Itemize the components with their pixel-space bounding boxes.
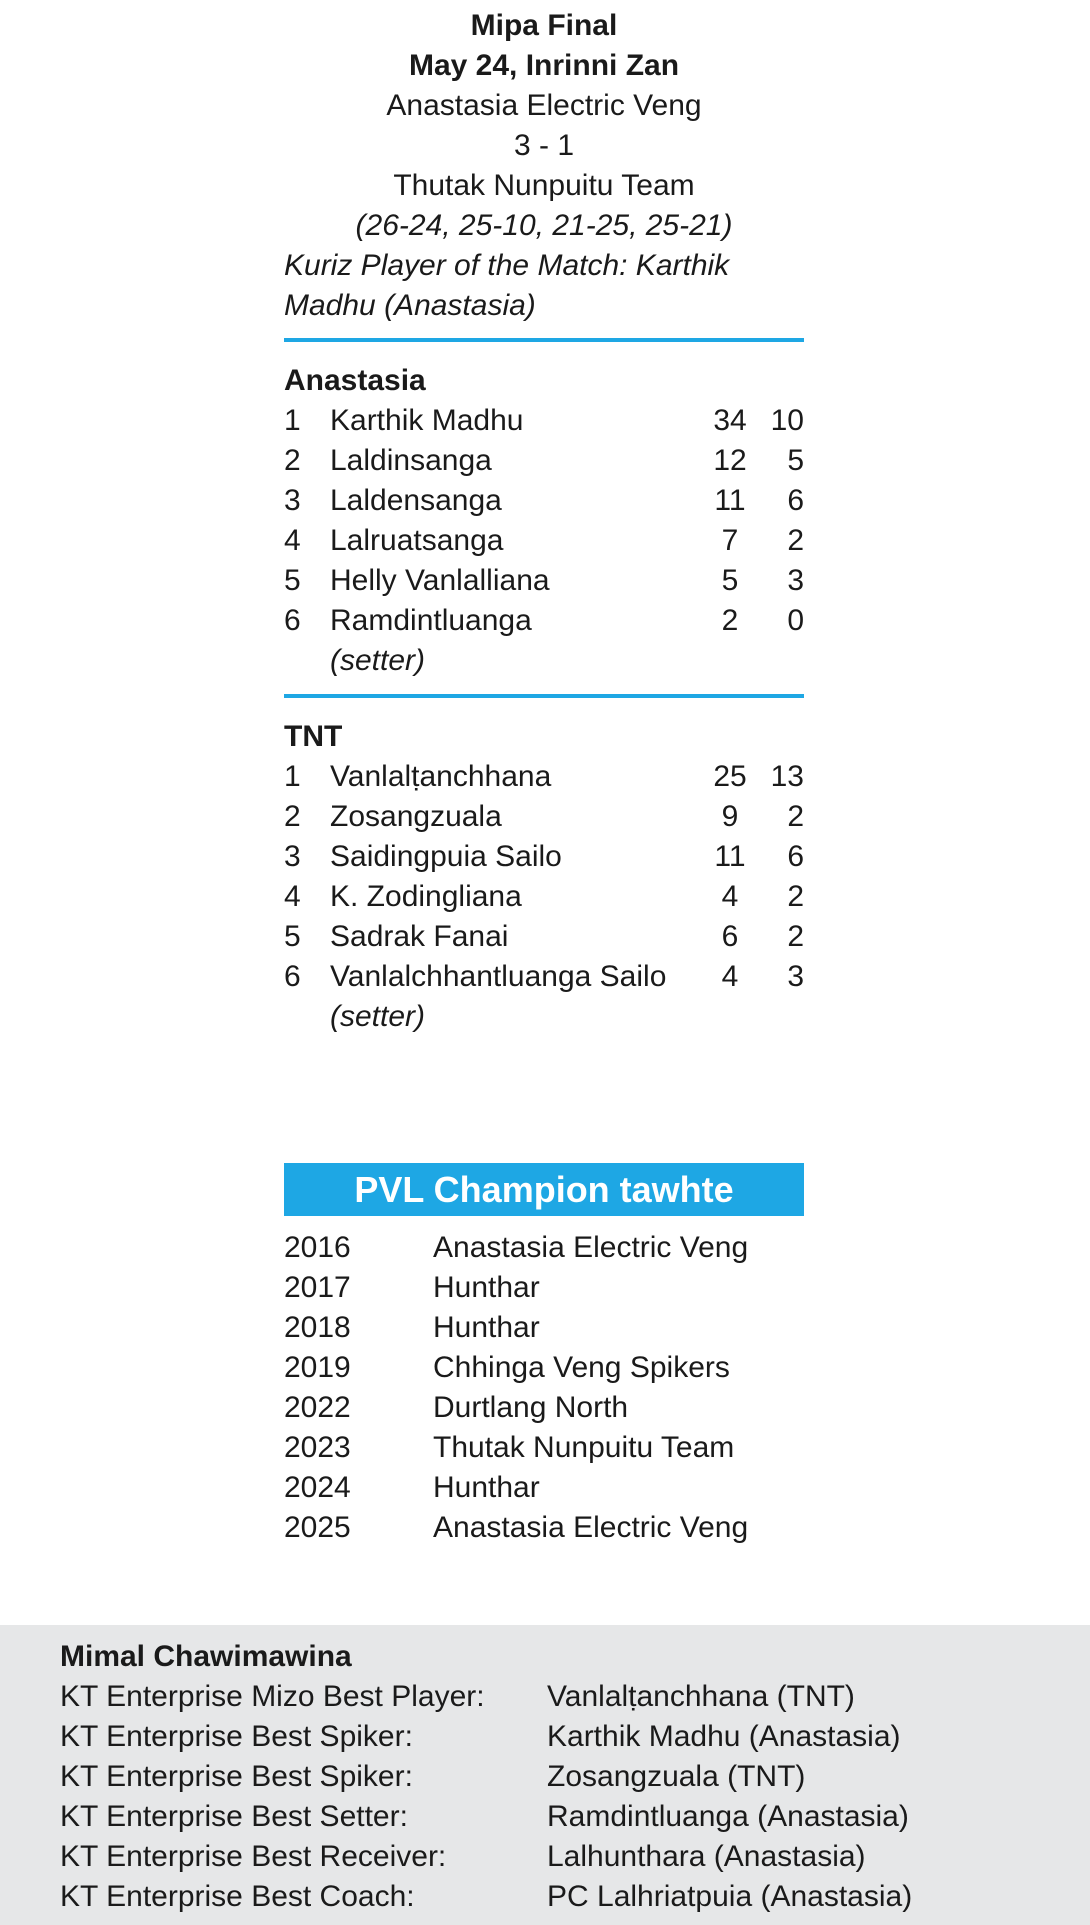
award-row <box>60 1757 1090 1797</box>
player-stat-1: 12 <box>713 444 747 477</box>
player-row <box>284 481 804 521</box>
player-stat-1: 4 <box>721 880 739 913</box>
champion-row <box>284 1348 844 1388</box>
match-score: 3 - 1 <box>513 129 575 162</box>
award-winner: Vanlalṭanchhana (TNT) <box>547 1680 855 1713</box>
player-row <box>284 917 804 957</box>
champion-team: Hunthar <box>433 1471 540 1504</box>
team-box-score <box>284 361 804 681</box>
player-stat-2: 2 <box>787 524 804 557</box>
player-number: 3 <box>284 484 301 517</box>
awards-panel <box>0 1625 1090 1925</box>
player-row <box>284 561 804 601</box>
player-stat-2: 6 <box>787 484 804 517</box>
player-of-match-line2: Madhu (Anastasia) <box>284 289 536 322</box>
player-stat-2: 2 <box>787 800 804 833</box>
player-number: 2 <box>284 444 301 477</box>
player-number: 1 <box>284 760 301 793</box>
champion-team: Chhinga Veng Spikers <box>433 1351 730 1384</box>
player-stat-2: 10 <box>770 404 804 437</box>
award-winner: Karthik Madhu (Anastasia) <box>547 1720 901 1753</box>
player-name: Helly Vanlalliana <box>330 564 550 597</box>
award-name: KT Enterprise Mizo Best Player: <box>60 1680 485 1713</box>
team-name: Anastasia <box>284 364 426 397</box>
champion-year: 2024 <box>284 1471 351 1504</box>
divider <box>284 694 804 698</box>
home-team: Anastasia Electric Veng <box>386 89 702 122</box>
champion-year: 2019 <box>284 1351 351 1384</box>
champion-row <box>284 1508 844 1548</box>
champion-year: 2018 <box>284 1311 351 1344</box>
player-number: 5 <box>284 564 301 597</box>
player-name: Ramdintluanga <box>330 604 532 637</box>
player-stat-1: 11 <box>714 484 746 517</box>
player-stat-2: 2 <box>787 920 804 953</box>
champion-row <box>284 1428 844 1468</box>
champions-list <box>284 1228 844 1548</box>
player-row <box>284 877 804 917</box>
award-row <box>60 1677 1090 1717</box>
match-summary <box>284 6 804 326</box>
player-stat-2: 13 <box>770 760 804 793</box>
player-row <box>284 601 804 641</box>
player-stat-1: 11 <box>714 840 746 873</box>
champion-row <box>284 1468 844 1508</box>
player-stat-2: 0 <box>787 604 804 637</box>
champion-team: Anastasia Electric Veng <box>433 1231 749 1264</box>
match-title: Mipa Final <box>470 9 618 42</box>
set-scores: (26-24, 25-10, 21-25, 25-21) <box>355 209 733 242</box>
player-stat-1: 34 <box>713 404 747 437</box>
champion-row <box>284 1268 844 1308</box>
player-number: 6 <box>284 604 301 637</box>
champion-row <box>284 1388 844 1428</box>
match-date: May 24, Inrinni Zan <box>408 49 680 82</box>
award-row <box>60 1717 1090 1757</box>
player-stat-1: 9 <box>721 800 739 833</box>
player-stat-1: 2 <box>721 604 739 637</box>
player-row <box>284 757 804 797</box>
award-name: KT Enterprise Best Spiker: <box>60 1760 413 1793</box>
player-name: Zosangzuala <box>330 800 502 833</box>
player-row <box>284 401 804 441</box>
champion-year: 2025 <box>284 1511 351 1544</box>
player-stat-2: 3 <box>787 960 804 993</box>
player-stat-1: 5 <box>721 564 739 597</box>
champions-title: PVL Champion tawhte <box>284 1163 804 1216</box>
player-stat-2: 5 <box>787 444 804 477</box>
player-row <box>284 521 804 561</box>
champion-year: 2022 <box>284 1391 351 1424</box>
player-number: 3 <box>284 840 301 873</box>
player-row <box>284 441 804 481</box>
away-team: Thutak Nunpuitu Team <box>393 169 695 202</box>
award-winner: Ramdintluanga (Anastasia) <box>547 1800 909 1833</box>
player-of-match-line1: Kuriz Player of the Match: Karthik <box>284 249 730 282</box>
player-name: Vanlalchhantluanga Sailo <box>330 960 667 993</box>
player-name: Vanlalṭanchhana <box>330 760 552 793</box>
player-number: 2 <box>284 800 301 833</box>
champion-team: Hunthar <box>433 1311 540 1344</box>
champion-team: Durtlang North <box>433 1391 629 1424</box>
player-stat-1: 7 <box>721 524 739 557</box>
player-stat-1: 4 <box>721 960 739 993</box>
divider <box>284 338 804 342</box>
champion-team: Hunthar <box>433 1271 540 1304</box>
award-name: KT Enterprise Best Coach: <box>60 1880 415 1913</box>
player-row <box>284 837 804 877</box>
player-name: Sadrak Fanai <box>330 920 509 953</box>
player-stat-1: 6 <box>721 920 739 953</box>
awards-title: Mimal Chawimawina <box>60 1640 352 1673</box>
player-row <box>284 797 804 837</box>
player-number: 6 <box>284 960 301 993</box>
player-name: Saidingpuia Sailo <box>330 840 562 873</box>
award-name: KT Enterprise Best Setter: <box>60 1800 408 1833</box>
player-name: K. Zodingliana <box>330 880 522 913</box>
champion-team: Thutak Nunpuitu Team <box>433 1431 735 1464</box>
player-number: 4 <box>284 524 301 557</box>
award-row <box>60 1877 1090 1917</box>
player-name: Lalruatsanga <box>330 524 504 557</box>
player-stat-1: 25 <box>713 760 747 793</box>
award-winner: PC Lalhriatpuia (Anastasia) <box>547 1880 913 1913</box>
champion-row <box>284 1228 844 1268</box>
award-row <box>60 1837 1090 1877</box>
player-name: Laldensanga <box>330 484 502 517</box>
champion-year: 2023 <box>284 1431 351 1464</box>
setter-note: (setter) <box>330 644 426 677</box>
player-number: 4 <box>284 880 301 913</box>
champion-year: 2017 <box>284 1271 351 1304</box>
award-name: KT Enterprise Best Receiver: <box>60 1840 447 1873</box>
player-number: 5 <box>284 920 301 953</box>
team-box-score <box>284 717 804 1037</box>
setter-note: (setter) <box>330 1000 426 1033</box>
award-row <box>60 1797 1090 1837</box>
player-row <box>284 957 804 997</box>
champion-row <box>284 1308 844 1348</box>
player-stat-2: 3 <box>787 564 804 597</box>
player-name: Karthik Madhu <box>330 404 524 437</box>
award-name: KT Enterprise Best Spiker: <box>60 1720 413 1753</box>
champion-team: Anastasia Electric Veng <box>433 1511 749 1544</box>
champion-year: 2016 <box>284 1231 351 1264</box>
player-stat-2: 2 <box>787 880 804 913</box>
player-stat-2: 6 <box>787 840 804 873</box>
award-winner: Lalhunthara (Anastasia) <box>547 1840 866 1873</box>
player-name: Laldinsanga <box>330 444 492 477</box>
team-name: TNT <box>284 720 343 753</box>
player-number: 1 <box>284 404 301 437</box>
award-winner: Zosangzuala (TNT) <box>547 1760 806 1793</box>
